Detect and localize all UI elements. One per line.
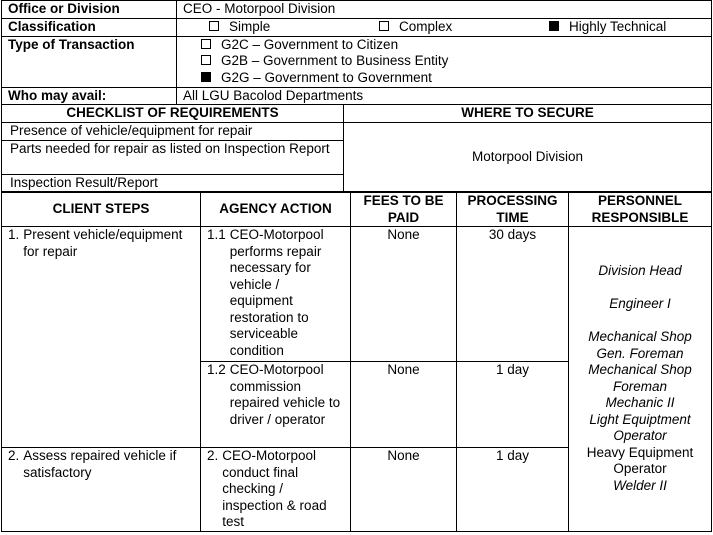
agency-action-header: AGENCY ACTION [201, 193, 351, 227]
requirement-item: Presence of vehicle/equipment for repair [2, 122, 344, 140]
client-steps-header: CLIENT STEPS [2, 193, 201, 227]
personnel-division-head: Division Head [598, 263, 682, 278]
agency-action-1-2: 1.2 CEO-Motorpool commission repaired vehicle to driver / operator [201, 362, 351, 448]
transaction-options [177, 36, 712, 87]
processing-time-header: PROCESSING TIME [457, 193, 569, 227]
agency-action-2: 2. CEO-Motorpool conduct final checking / inspection & road test [201, 448, 351, 532]
fee-cell: None [351, 448, 457, 532]
classification-label: Classification [2, 18, 177, 36]
time-cell: 30 days [457, 227, 569, 362]
agency-action-1-1: 1.1 CEO-Motorpool performs repair necessary for vehicle / equipment restoration to serviceable condition [201, 227, 351, 362]
classification-options [177, 18, 712, 36]
option-complex[interactable]: Complex [379, 19, 549, 36]
checkbox-icon [201, 55, 211, 65]
transaction-label: Type of Transaction [2, 36, 177, 87]
personnel-heavy-operator: Heavy Equipment Operator [586, 444, 694, 476]
info-table [1, 0, 712, 105]
checklist-header: CHECKLIST OF REQUIREMENTS [2, 105, 344, 123]
personnel-header: PERSONNEL RESPONSIBLE [569, 193, 712, 227]
time-cell: 1 day [457, 448, 569, 532]
requirement-item: Inspection Result/Report [2, 174, 344, 192]
client-step-2: 2. Assess repaired vehicle if satisfactory [2, 448, 201, 532]
table-row [2, 227, 712, 362]
personnel-welder: Welder II [613, 477, 667, 493]
client-step-1: 1. Present vehicle/equipment for repair [2, 227, 201, 448]
checkbox-checked-icon [549, 21, 559, 31]
where-to-secure-header: WHERE TO SECURE [344, 105, 712, 123]
checkbox-icon [209, 21, 219, 31]
requirement-item: Parts needed for repair as listed on Inspection Report [2, 140, 344, 174]
option-simple[interactable]: Simple [209, 19, 379, 36]
personnel-mechanic: Mechanic II [605, 395, 675, 410]
personnel-cell [569, 227, 712, 532]
option-g2c[interactable]: G2C – Government to Citizen [201, 37, 705, 54]
personnel-light-operator: Light Equiptment Operator [589, 411, 691, 443]
personnel-engineer: Engineer I [609, 296, 671, 311]
option-g2b[interactable]: G2B – Government to Business Entity [201, 53, 705, 70]
fee-cell: None [351, 362, 457, 448]
checkbox-checked-icon [201, 72, 211, 82]
option-highly-technical[interactable]: Highly Technical [549, 19, 666, 36]
personnel-shop-gen-foreman: Mechanical Shop Gen. Foreman [588, 329, 692, 361]
where-to-secure-value: Motorpool Division [344, 122, 712, 192]
fee-cell: None [351, 227, 457, 362]
fees-header: FEES TO BE PAID [351, 193, 457, 227]
time-cell: 1 day [457, 362, 569, 448]
office-value: CEO - Motorpool Division [177, 1, 712, 19]
personnel-shop-foreman: Mechanical Shop Foreman [588, 362, 692, 394]
checkbox-icon [201, 39, 211, 49]
who-may-avail-label: Who may avail: [2, 87, 177, 105]
option-g2g[interactable]: G2G – Government to Government [201, 70, 705, 87]
checkbox-icon [379, 21, 389, 31]
steps-table [1, 192, 712, 532]
requirements-table [1, 104, 712, 192]
who-may-avail-value: All LGU Bacolod Departments [177, 87, 712, 105]
office-label: Office or Division [2, 1, 177, 19]
